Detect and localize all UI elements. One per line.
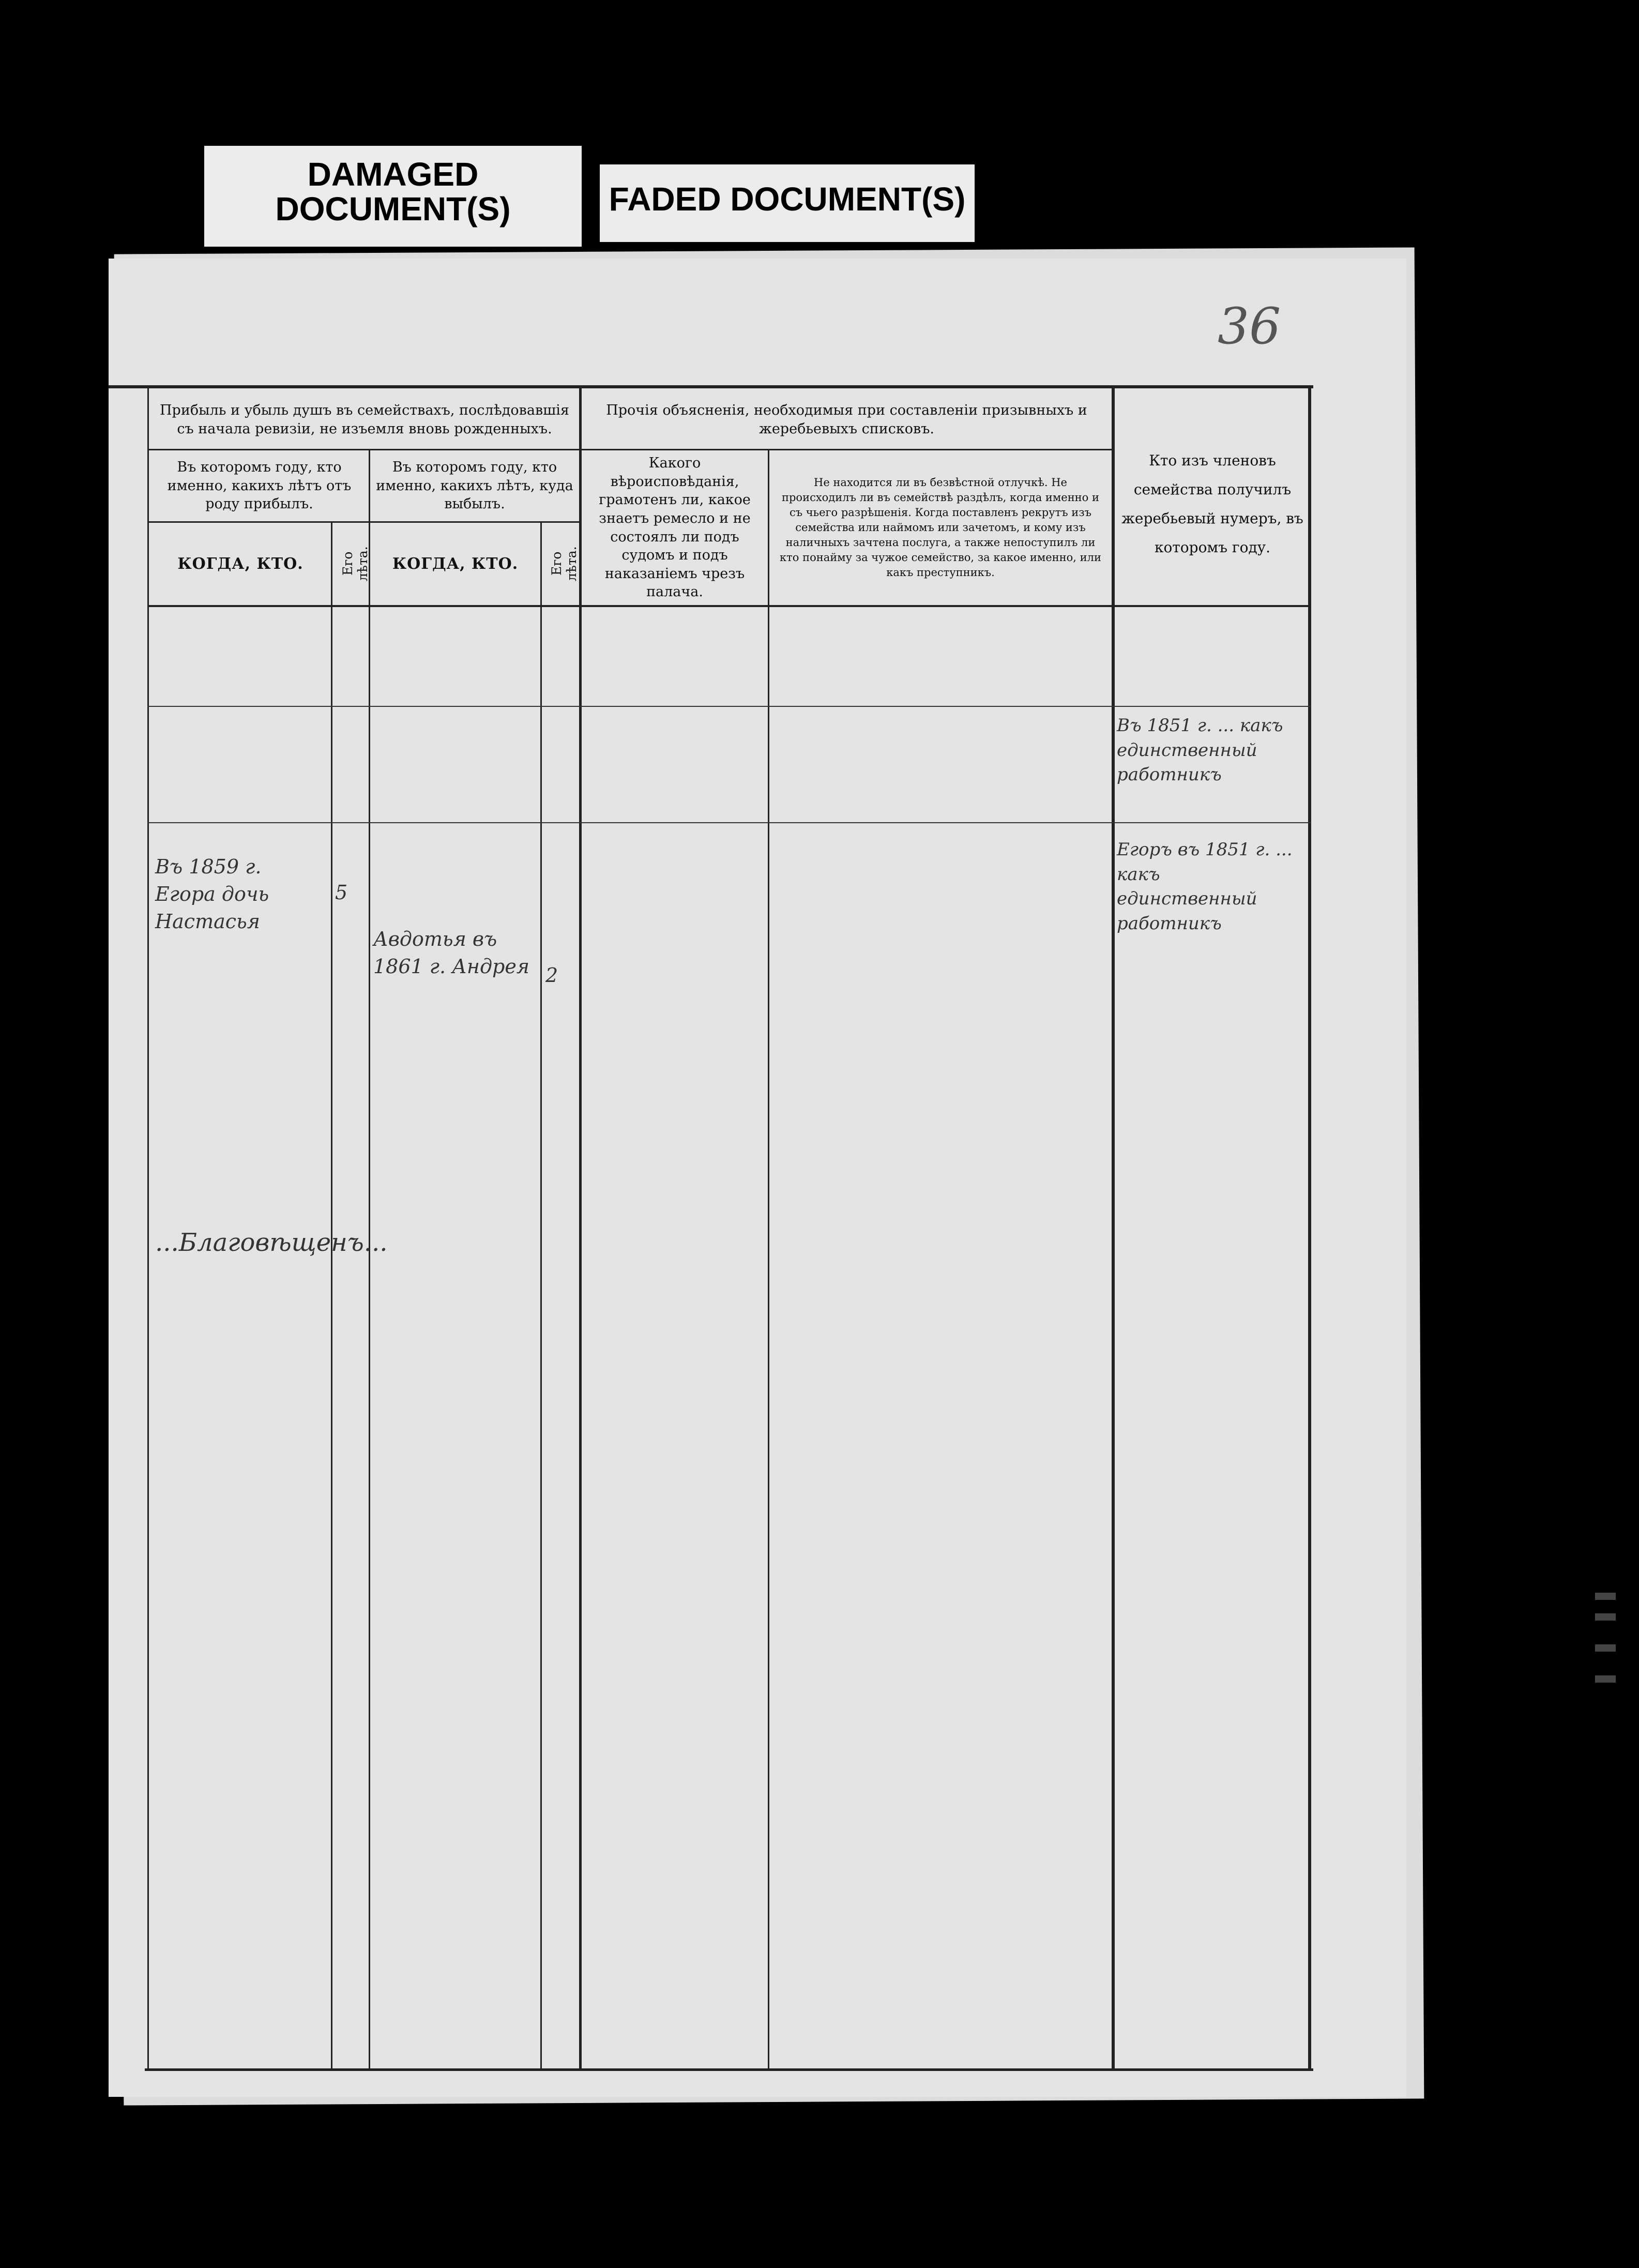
page-number: 36 [1218, 297, 1281, 355]
header-arrivals-departures: Прибыль и убыль душъ въ семействахъ, послѣдовавшія съ начала ревизіи, не изъемля вновь рожденныхъ. [160, 402, 569, 437]
header-departed: Въ которомъ году, кто именно, какихъ лѣтъ, куда выбылъ. [376, 459, 573, 512]
header-absence: Не находится ли въ безвѣстной отлучкѣ. Не происходилъ ли въ семействѣ раздѣлъ, когда именно и съ чьего разрѣшенія. Когда поставленъ рекрутъ изъ семейства или наймомъ или зачетомъ, и кому изъ наличныхъ зачтена послуга, а также непоступилъ ли кто понайму за чужое семейство, за какое именно, или какъ преступникъ. [780, 476, 1101, 579]
handwritten-lot-entry-1: Въ 1851 г. ... какъ единственный работникъ [1117, 715, 1283, 785]
col-line-group2 [579, 388, 582, 2068]
header-age-2: Его лѣта. [549, 546, 579, 581]
header-arrived: Въ которомъ году, кто именно, какихъ лѣтъ отъ роду прибылъ. [167, 459, 352, 512]
handwritten-departure-age: 2 [545, 964, 558, 987]
row-line-1 [147, 706, 1311, 707]
header-other-explanations: Прочія объясненія, необходимыя при составленіи призывныхъ и жеребьевыхъ списковъ. [606, 402, 1087, 437]
scan-mark-2 [1595, 1613, 1616, 1621]
col-line-absence [768, 450, 769, 2068]
col-line-age1 [331, 522, 332, 2068]
col-line-last [1112, 388, 1115, 2068]
top-rule [109, 385, 1313, 388]
handwritten-departure-entry: Авдотья въ 1861 г. Андрея [373, 928, 530, 978]
header-age-1: Его лѣта. [340, 546, 370, 581]
faded-document-tag [600, 164, 975, 242]
damaged-document-tag [204, 146, 582, 247]
scan-mark-3 [1595, 1644, 1616, 1652]
header-bottom-line [147, 605, 1311, 607]
header-when-who-2: КОГДА, КТО. [392, 554, 519, 573]
faded-tag-label: FADED DOCUMENT(S) [609, 180, 966, 218]
handwritten-arrival-age: 5 [335, 881, 348, 904]
damaged-tag-label: DAMAGED DOCUMENT(S) [275, 156, 511, 228]
scan-mark-4 [1595, 1675, 1616, 1683]
header-religion: Какого вѣроисповѣданія, грамотенъ ли, какое знаетъ ремесло и не состоялъ ли подъ судомъ и подъ наказаніемъ чрезъ палача. [599, 455, 751, 600]
right-rule [1308, 388, 1311, 2068]
header-when-who-1: КОГДА, КТО. [177, 554, 303, 573]
handwritten-lot-entry-2: Егоръ въ 1851 г. ... какъ единственный работникъ [1117, 839, 1293, 934]
left-rule [147, 388, 149, 2068]
col-line-age2 [540, 522, 542, 2068]
scan-mark-1 [1595, 1593, 1616, 1600]
row-line-2 [147, 822, 1311, 823]
bottom-rule [145, 2068, 1313, 2071]
handwritten-arrival-entry: Въ 1859 г. Егора дочь Настасья [155, 855, 269, 933]
header-lot-number: Кто изъ членовъ семейства получилъ жеребьевый нумеръ, въ которомъ году. [1121, 452, 1303, 556]
handwritten-margin-note: ...Благовѣщенъ... [155, 1228, 388, 1257]
